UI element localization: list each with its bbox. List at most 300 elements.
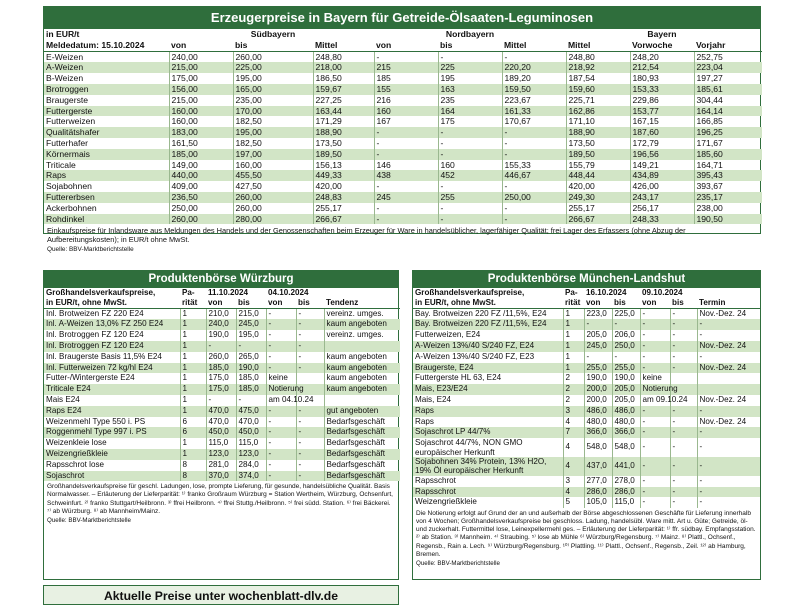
table-cell: - <box>640 497 670 508</box>
table-cell: 225,0 <box>612 308 640 319</box>
quote-row <box>44 417 400 428</box>
table-cell: 171,67 <box>694 138 762 149</box>
table-cell: 188,90 <box>566 127 630 138</box>
row-label: Inl. A-Weizen 13,0% FZ 250 E24 <box>46 319 164 329</box>
table-cell: - <box>670 417 697 428</box>
table-cell: Bedarfsgeschäft <box>324 471 400 482</box>
price-row <box>44 62 762 73</box>
table-cell: - <box>502 181 566 192</box>
table-cell: 260,00 <box>233 203 313 214</box>
quote-row <box>44 363 400 374</box>
table-cell: - <box>266 449 296 460</box>
table-cell: 195,00 <box>233 127 313 138</box>
table-cell: 240,0 <box>206 319 236 330</box>
table-cell: - <box>640 487 670 498</box>
table-cell: 480,0 <box>612 417 640 428</box>
table-cell: - <box>697 457 760 476</box>
table-cell: 248,80 <box>566 51 630 62</box>
table-cell: - <box>206 395 236 406</box>
table-cell: - <box>697 319 760 330</box>
table-cell: 245,0 <box>584 341 612 352</box>
table-cell: Nov.-Dez. 24 <box>697 395 760 406</box>
table-cell: 1 <box>180 449 206 460</box>
table-cell: vereinz. umges. <box>324 308 400 319</box>
table-cell <box>697 373 760 384</box>
table-cell: 189,50 <box>313 149 374 160</box>
table-cell: - <box>266 330 296 341</box>
table-cell: - <box>206 341 236 352</box>
table-cell: 1 <box>180 330 206 341</box>
table-cell: 420,00 <box>566 181 630 192</box>
table-cell: 450,0 <box>236 427 266 438</box>
quote-row <box>413 319 760 330</box>
col-header: Vorjahr <box>696 39 726 50</box>
table-cell: 486,0 <box>612 406 640 417</box>
row-label: Sojaschrot LP 44/7% <box>415 427 491 437</box>
price-row <box>44 149 762 160</box>
row-label: Weizengrießkleie <box>415 497 477 507</box>
table-cell: - <box>640 330 670 341</box>
table-cell: 286,0 <box>584 487 612 498</box>
table-cell: 366,0 <box>584 427 612 438</box>
table-cell: - <box>266 417 296 428</box>
table-cell: - <box>296 308 324 319</box>
table-cell: 1 <box>563 308 584 319</box>
table-cell: 1 <box>180 319 206 330</box>
table-cell: 218,92 <box>566 62 630 73</box>
table-cell: - <box>697 487 760 498</box>
table-cell: 155,33 <box>502 160 566 171</box>
row-label: Mais, E24 <box>415 394 451 404</box>
table-cell: 252,75 <box>694 51 762 62</box>
row-label: A-Weizen <box>46 62 84 73</box>
table-cell: 206,0 <box>612 330 640 341</box>
quote-row <box>44 373 400 384</box>
table-cell: 172,79 <box>630 138 694 149</box>
price-row <box>44 73 762 84</box>
table-cell: 189,50 <box>566 149 630 160</box>
quote-row <box>413 497 760 508</box>
table-cell: 260,00 <box>233 51 313 62</box>
table-cell: - <box>612 352 640 363</box>
table-cell: 1 <box>563 341 584 352</box>
price-row <box>44 170 762 181</box>
row-label: Raps E24 <box>46 405 82 415</box>
table-cell: 155 <box>374 84 438 95</box>
table-cell: - <box>502 149 566 160</box>
table-cell: 170,67 <box>502 116 566 127</box>
table-cell: 3 <box>563 476 584 487</box>
table-cell: - <box>502 51 566 62</box>
col-header: bis <box>235 39 248 50</box>
table-cell: - <box>670 319 697 330</box>
table-cell: 155,79 <box>566 160 630 171</box>
row-label: Rapsschrot <box>415 486 456 496</box>
table-cell: 4 <box>563 438 584 457</box>
table-cell: 260,00 <box>233 192 313 203</box>
table-cell: 446,67 <box>502 170 566 181</box>
table-cell: 216 <box>374 95 438 106</box>
table-cell: 205,0 <box>584 330 612 341</box>
table-cell: 149,00 <box>169 160 233 171</box>
table-cell: 161,50 <box>169 138 233 149</box>
table-cell: 1 <box>180 395 206 406</box>
table-cell: 240,00 <box>169 51 233 62</box>
table-cell: - <box>697 438 760 457</box>
table-cell: - <box>697 352 760 363</box>
wuerzburg-panel <box>43 270 399 580</box>
table-cell: 248,33 <box>630 214 694 225</box>
table-cell: 281,0 <box>206 460 236 471</box>
quote-row <box>413 417 760 428</box>
table-cell: 190,0 <box>206 330 236 341</box>
table-cell: 420,00 <box>313 181 374 192</box>
table-cell: - <box>640 341 670 352</box>
row-label: Futtererbsen <box>46 191 95 202</box>
table-cell: 163 <box>438 84 502 95</box>
table-cell: 255,17 <box>313 203 374 214</box>
row-label: Inl. Futterweizen 72 kg/hl E24 <box>46 362 153 372</box>
wuerzburg-note: Großhandelsverkaufspreise für geschl. Ladungen, lose, prompte Lieferung, für gesunde, handelsübliche Qualität. Basis Normalwasser. – Erläuterung der Lieferparität: ¹⁾ franko Großraum Würzburg = Station Wertheim, Würzburg, Ochsenfurt, Schweinfurt. ²⁾ franko Stuttgart/Heilbronn. ³⁾ ffrei Heilbronn. ⁴⁾ ffrei Stuttg./Heilbronn. ⁵⁾ frei südd. Station. ⁶⁾ frei Bäckerei. ⁷⁾ ab Würzburg. ⁸⁾ ab Mannheim/Mainz. <box>47 483 393 515</box>
table-cell: 160,00 <box>169 116 233 127</box>
date-header: 09.10.2024 <box>642 288 683 297</box>
table-cell: - <box>670 457 697 476</box>
table-cell: 2 <box>563 373 584 384</box>
quote-row <box>413 406 760 417</box>
table-cell: - <box>296 417 324 428</box>
table-cell: - <box>670 438 697 457</box>
table-cell: - <box>670 406 697 417</box>
table-cell: 1 <box>180 363 206 374</box>
table-cell: 235,17 <box>694 192 762 203</box>
table-cell: 238,00 <box>694 203 762 214</box>
table-cell: - <box>670 330 697 341</box>
row-label: B-Weizen <box>46 73 84 84</box>
table-cell: 470,0 <box>206 406 236 417</box>
table-cell: 4 <box>563 487 584 498</box>
price-row <box>44 116 762 127</box>
table-cell <box>296 373 324 384</box>
table-cell: 1 <box>563 330 584 341</box>
table-cell: 6 <box>180 417 206 428</box>
table-cell: 185,0 <box>236 373 266 384</box>
price-row <box>44 138 762 149</box>
table-cell: - <box>296 449 324 460</box>
col-header: bis <box>672 297 684 307</box>
table-cell: 159,67 <box>313 84 374 95</box>
table-cell: - <box>266 471 296 482</box>
table-cell: 160,00 <box>169 106 233 117</box>
row-label: Futterweizen, E24 <box>415 330 481 340</box>
table-cell: 195,00 <box>233 73 313 84</box>
table-cell: - <box>266 352 296 363</box>
col-header: von <box>642 297 657 307</box>
table-cell: - <box>640 417 670 428</box>
table-cell: 235,00 <box>233 95 313 106</box>
table-cell: 260,00 <box>169 214 233 225</box>
table-cell: - <box>670 308 697 319</box>
quote-row <box>44 308 400 319</box>
table-cell: 149,21 <box>630 160 694 171</box>
row-label: Triticale E24 <box>46 384 91 394</box>
table-cell: 180,93 <box>630 73 694 84</box>
table-cell: 171,10 <box>566 116 630 127</box>
table-cell: 186,50 <box>313 73 374 84</box>
muenchen-note: Die Notierung erfolgt auf Grund der an und außerhalb der Börse abgeschlossenen Geschäfte für Lieferung innerhalb von 4 Wochen; Großhandelsverkaufspreise bei geschloss. Ladung, handelsübl. Ware mitt. Art u. Güte; Getreide, öl- und zuckerhalt. Futtermittel lose, Leinexpellermehl ges. – Erläuterung der Lieferparität: ¹⁾ ffr. südbay. Empfangsstation. ²⁾ ab Station. ³⁾ Mannheim. ⁴⁾ Straubing. ⁵⁾ lose ab Mühle ⁶⁾ Würzburg/Regensburg. ⁷⁾ Mainz. ⁸⁾ Plattl., Ochsenf., Regensb., Rain a. Lech. ⁹⁾ Würzburg/Regensburg. ¹⁰⁾ Plattling. ¹¹⁾ Plattl., Ochsenf., Regensb., Zeil. ¹²⁾ ab Hamburg, Bremen. <box>416 510 756 558</box>
table-cell: - <box>296 341 324 352</box>
table-cell: - <box>640 363 670 374</box>
table-cell: 2 <box>563 395 584 406</box>
row-label: Futter-/Wintergerste E24 <box>46 373 135 383</box>
table-cell: 225 <box>438 62 502 73</box>
table-cell: 4 <box>563 417 584 428</box>
table-cell: 166,85 <box>694 116 762 127</box>
table-cell: kaum angeboten <box>324 319 400 330</box>
row-label: Bay. Brotweizen 220 FZ /11,5%, E24 <box>415 319 547 329</box>
quote-row <box>413 330 760 341</box>
quote-row <box>413 308 760 319</box>
wuerzburg-table <box>44 288 400 481</box>
row-label: Rohdinkel <box>46 213 85 224</box>
col-header: Termin <box>699 297 726 307</box>
table-cell: - <box>612 319 640 330</box>
table-cell <box>697 384 760 395</box>
table-cell: 1 <box>563 319 584 330</box>
table-cell: 434,89 <box>630 170 694 181</box>
table-cell: 200,0 <box>584 395 612 406</box>
table-cell: 8 <box>180 460 206 471</box>
table-cell: 115,0 <box>612 497 640 508</box>
table-cell: 185,61 <box>694 84 762 95</box>
price-row <box>44 203 762 214</box>
paritaet-header: rität <box>565 297 581 307</box>
quote-row <box>44 406 400 417</box>
table-cell: 1 <box>180 341 206 352</box>
col-header: von <box>376 39 392 50</box>
table-cell: 3 <box>563 406 584 417</box>
table-cell: Bedarfsgeschäft <box>324 449 400 460</box>
table-cell: 250,00 <box>169 203 233 214</box>
table-cell: 173,50 <box>566 138 630 149</box>
table-cell: 437,0 <box>584 457 612 476</box>
date-label: Meldedatum: 15.10.2024 <box>46 39 145 50</box>
table-cell: 1 <box>563 363 584 374</box>
table-cell: am 09.10.24 <box>640 395 670 406</box>
table-cell: 187,54 <box>566 73 630 84</box>
table-cell: 225,00 <box>233 62 313 73</box>
table-cell: am 04.10.24 <box>266 395 296 406</box>
unit-label: in EUR/t <box>46 29 80 39</box>
table-cell: - <box>670 487 697 498</box>
row-label: Sojaschrot 44/7%, NON GMO europäischer Herkunft <box>415 438 523 457</box>
table-cell: 183,00 <box>169 127 233 138</box>
table-cell: 105,0 <box>584 497 612 508</box>
table-cell: 185,0 <box>236 384 266 395</box>
table-cell: 304,44 <box>694 95 762 106</box>
table-cell: - <box>236 395 266 406</box>
table-cell: 286,0 <box>612 487 640 498</box>
table-cell: - <box>374 203 438 214</box>
table-cell: 153,77 <box>630 106 694 117</box>
table-cell: 159,60 <box>566 84 630 95</box>
table-cell: - <box>296 427 324 438</box>
col-header: von <box>586 297 601 307</box>
row-label: Weizenkleie lose <box>46 438 107 448</box>
table-cell: - <box>296 363 324 374</box>
table-cell: - <box>374 149 438 160</box>
table-cell: Nov.-Dez. 24 <box>697 308 760 319</box>
table-cell: 189,20 <box>502 73 566 84</box>
table-cell: keine <box>640 373 670 384</box>
row-label: Inl. Braugerste Basis 11,5% E24 <box>46 351 162 361</box>
table-cell: - <box>502 203 566 214</box>
price-row <box>44 106 762 117</box>
table-cell: gut angeboten <box>324 406 400 417</box>
table-cell: 185,60 <box>694 149 762 160</box>
table-cell: 123,0 <box>236 449 266 460</box>
table-cell: - <box>266 406 296 417</box>
table-cell: 182,50 <box>233 138 313 149</box>
price-row <box>44 84 762 95</box>
table-cell: 8 <box>180 471 206 482</box>
table-cell: - <box>502 138 566 149</box>
table-cell: Bedarfsgeschäft <box>324 417 400 428</box>
col-header: Tendenz <box>326 297 359 307</box>
region-bayern-label: Bayern <box>647 29 677 39</box>
row-label: Sojabohnen <box>46 181 92 192</box>
row-label: Mais, E23/E24 <box>415 384 468 394</box>
table-cell: - <box>296 330 324 341</box>
table-cell: 4 <box>563 457 584 476</box>
table-cell: Nov.-Dez. 24 <box>697 341 760 352</box>
desc-header: Großhandelsverkaufspreise, <box>46 288 156 297</box>
quote-row <box>44 449 400 460</box>
table-cell: - <box>266 460 296 471</box>
table-cell: 175,0 <box>206 373 236 384</box>
col-header: von <box>208 297 223 307</box>
footer-website-link[interactable]: Aktuelle Preise unter wochenblatt-dlv.de <box>43 585 399 605</box>
table-cell: 123,0 <box>206 449 236 460</box>
row-label: Weizenmehl Type 550 i. PS <box>46 416 146 426</box>
quote-row <box>44 330 400 341</box>
table-cell: 440,00 <box>169 170 233 181</box>
table-cell: 6 <box>180 427 206 438</box>
table-cell: - <box>640 457 670 476</box>
erzeugerpreise-panel <box>43 6 761 254</box>
paritaet-header: Pa- <box>182 288 195 297</box>
table-cell: 480,0 <box>584 417 612 428</box>
table-cell: 1 <box>180 406 206 417</box>
row-label: Futtergerste HL 63, E24 <box>415 373 502 383</box>
table-cell: kaum angeboten <box>324 352 400 363</box>
price-row <box>44 160 762 171</box>
quote-row <box>413 352 760 363</box>
row-label: Futtergerste <box>46 105 93 116</box>
date-header: 11.10.2024 <box>208 288 249 297</box>
table-cell: - <box>670 363 697 374</box>
table-cell: kaum angeboten <box>324 373 400 384</box>
table-cell: - <box>670 497 697 508</box>
table-cell: 164,14 <box>694 106 762 117</box>
table-cell: 1 <box>180 352 206 363</box>
table-cell: 470,0 <box>236 417 266 428</box>
table-cell: 455,50 <box>233 170 313 181</box>
col-header: Mittel <box>315 39 338 50</box>
price-row <box>44 214 762 225</box>
table-cell: - <box>502 214 566 225</box>
table-cell: Bedarfsgeschäft <box>324 460 400 471</box>
erzeugerpreise-title: Erzeugerpreise in Bayern für Getreide-Ölsaaten-Leguminosen <box>44 7 760 29</box>
table-cell: 256,17 <box>630 203 694 214</box>
table-cell: 196,25 <box>694 127 762 138</box>
table-cell: 115,0 <box>236 438 266 449</box>
table-cell: 245,0 <box>236 319 266 330</box>
table-cell: 175,0 <box>206 384 236 395</box>
table-cell: 223,67 <box>502 95 566 106</box>
table-cell: 218,00 <box>313 62 374 73</box>
price-row <box>44 127 762 138</box>
table-cell: 1 <box>563 352 584 363</box>
quote-row <box>413 457 760 476</box>
table-cell: 190,50 <box>694 214 762 225</box>
table-cell: - <box>584 352 612 363</box>
table-cell: - <box>640 308 670 319</box>
table-cell: Bedarfsgeschäft <box>324 427 400 438</box>
quote-row <box>44 341 400 352</box>
desc-header: in EUR/t, ohne MwSt. <box>415 297 496 307</box>
price-row <box>44 51 762 62</box>
table-cell: 190,0 <box>612 373 640 384</box>
row-label: E-Weizen <box>44 51 169 62</box>
row-label: Inl. Brotroggen FZ 120 E24 <box>46 330 144 340</box>
table-cell: - <box>236 341 266 352</box>
row-label: Ackerbohnen <box>46 202 97 213</box>
table-cell: 449,33 <box>313 170 374 181</box>
quote-row <box>413 373 760 384</box>
table-cell: 438 <box>374 170 438 181</box>
table-cell: 450,0 <box>206 427 236 438</box>
table-cell: - <box>374 127 438 138</box>
table-cell: 255,0 <box>584 363 612 374</box>
table-cell: 7 <box>563 427 584 438</box>
quote-row <box>413 395 760 406</box>
row-label: A-Weizen 13%/40 S/240 FZ, E23 <box>415 351 535 361</box>
table-cell: - <box>296 471 324 482</box>
table-cell: 1 <box>180 438 206 449</box>
table-cell: Bedarfsgeschäft <box>324 438 400 449</box>
table-cell: Notierung <box>640 384 670 395</box>
quote-row <box>44 384 400 395</box>
table-cell: 227,25 <box>313 95 374 106</box>
table-cell: - <box>640 352 670 363</box>
table-cell: 197,00 <box>233 149 313 160</box>
table-cell: 5 <box>563 497 584 508</box>
table-cell: 175,00 <box>169 73 233 84</box>
col-header: von <box>171 39 187 50</box>
table-cell: 448,44 <box>566 170 630 181</box>
quote-row <box>44 395 400 406</box>
table-cell: 374,0 <box>236 471 266 482</box>
table-cell: 280,00 <box>233 214 313 225</box>
muenchen-table <box>413 288 760 508</box>
row-label: Futterweizen <box>46 116 96 127</box>
table-cell: 243,17 <box>630 192 694 203</box>
table-cell: 409,00 <box>169 181 233 192</box>
quote-row <box>413 438 760 457</box>
table-cell <box>324 341 400 352</box>
table-cell: 205,0 <box>612 384 640 395</box>
table-cell: 250,0 <box>612 341 640 352</box>
